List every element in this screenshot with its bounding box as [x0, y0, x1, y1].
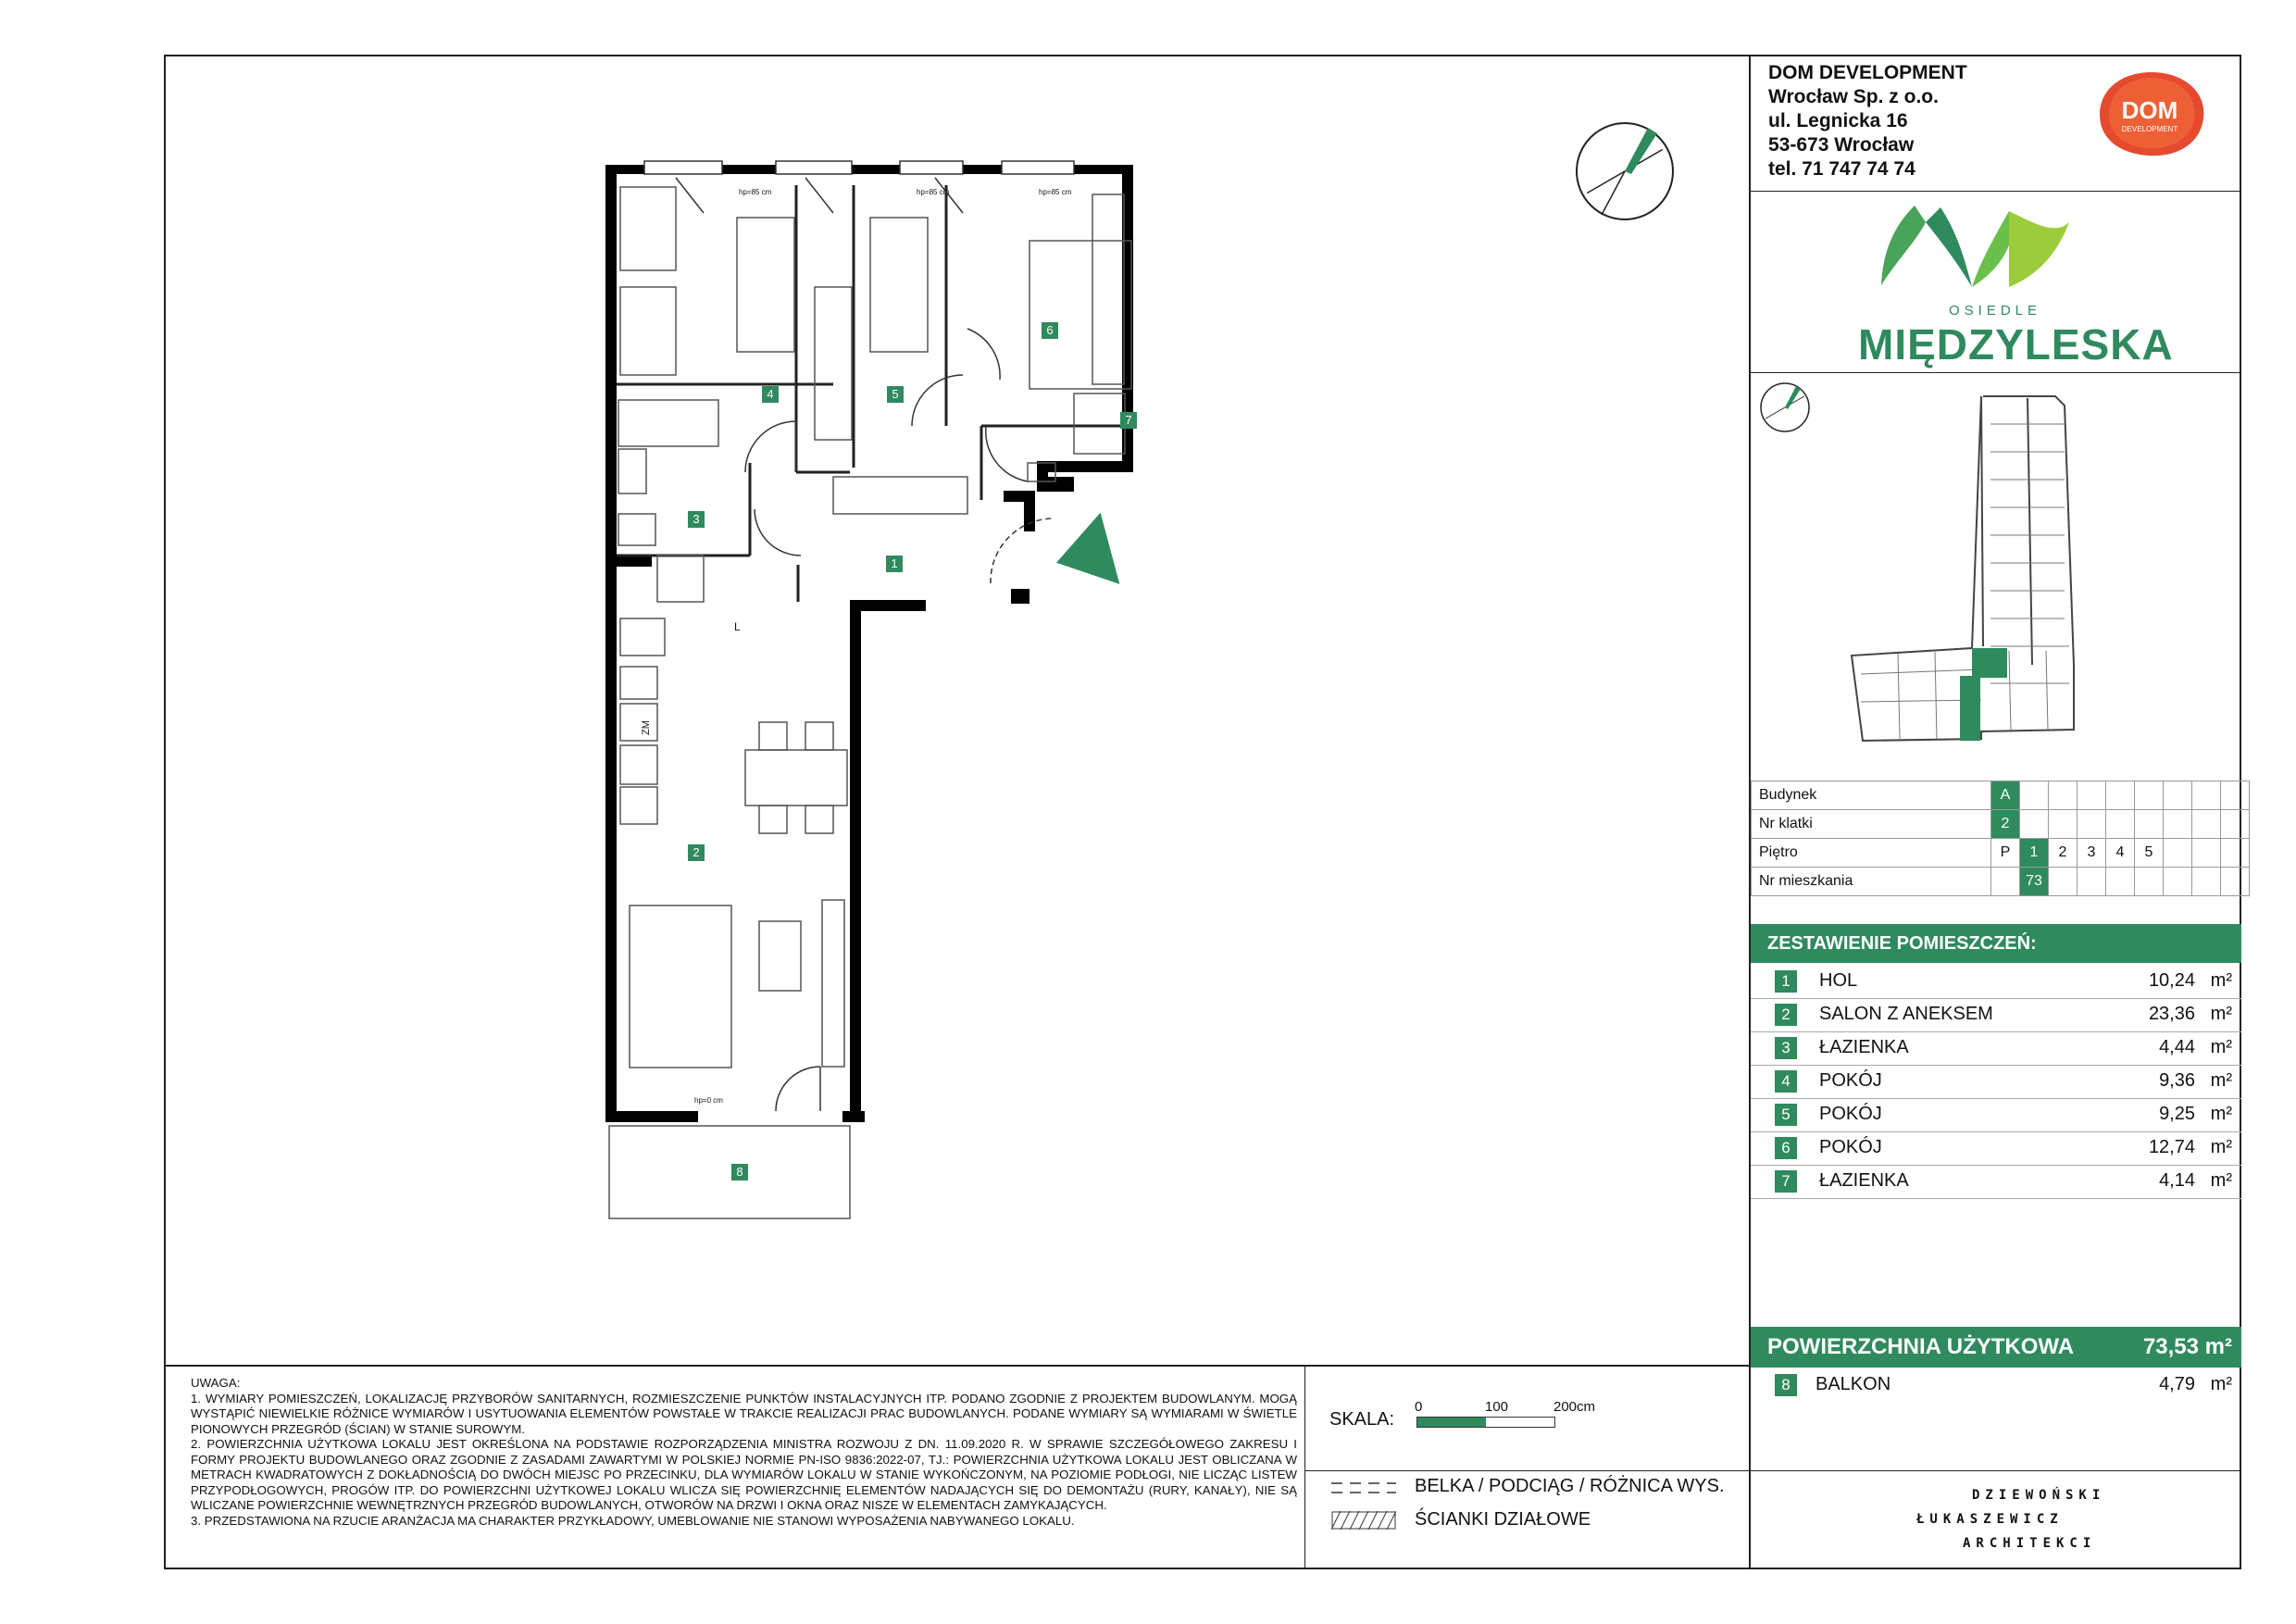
room-area: 4,44	[2159, 1037, 2195, 1057]
divider	[1304, 1365, 1305, 1569]
info-label: Nr klatki	[1752, 810, 1991, 839]
dom-development-logo	[2094, 70, 2209, 159]
info-cell	[2020, 810, 2049, 839]
note-item: 3. PRZEDSTAWIONA NA RZUCIE ARANŻACJA MA CHARAKTER PRZYKŁADOWY, UMEBLOWANIE NIE STANOWI WYPOSAŻENIA NABYWANEGO LOKALU.	[191, 1513, 1075, 1528]
room-unit: m²	[2210, 1137, 2232, 1157]
info-cell	[2135, 868, 2164, 896]
beam-legend-icon	[1331, 1481, 1396, 1493]
room-area: 4,79	[2159, 1374, 2195, 1394]
usable-area-bar	[1751, 1327, 2241, 1368]
scale-label: SKALA:	[1329, 1409, 1395, 1430]
company-line: 53-673 Wrocław	[1768, 134, 1915, 156]
info-cell: 5	[2135, 839, 2164, 868]
note-item: 1. WYMIARY POMIESZCZEŃ, LOKALIZACJĘ PRZYBORÓW SANITARNYCH, ROZMIESZCZENIE PUNKTÓW INSTALACYJNYCH ITP. PODANO ZGODNIE Z PROJEKTEM BUDOWLANYM. MOGĄ WYSTĄPIĆ NIEWIELKIE RÓŻNICE WYMIARÓW I USYTUOWANIA ELEMENTÓW POWSTAŁE W TRAKCIE REALIZACJI PRAC BUDOWLANYCH. PODANE WYMIARY SĄ WYMIARAMI W ŚWIETLE PIONOWYCH PRZEGRÓD (ŚCIAN) W STANIE SUROWYM.	[191, 1391, 1297, 1436]
room-name: ŁAZIENKA	[1819, 1037, 1909, 1057]
company-line: ul. Legnicka 16	[1768, 110, 1908, 131]
info-cell	[2221, 781, 2250, 810]
info-row-budynek	[1752, 781, 2250, 810]
window-note: hp=85 cm	[739, 188, 772, 196]
info-row-klatka	[1752, 810, 2250, 839]
info-cell	[2106, 781, 2135, 810]
scale-bar-fill	[1417, 1418, 1486, 1427]
partition-legend-icon	[1331, 1511, 1396, 1534]
architect-line: DZIEWOŃSKI	[1972, 1488, 2106, 1503]
building-key-plan	[1842, 387, 2157, 753]
estate-name: MIĘDZYLESKA	[1858, 320, 2174, 369]
info-cell	[2221, 839, 2250, 868]
north-compass-icon	[1574, 120, 1676, 227]
window-note: hp=0 cm	[694, 1096, 723, 1105]
estate-subtitle: OSIEDLE	[1949, 303, 2042, 319]
info-cell	[2049, 810, 2078, 839]
info-label: Nr mieszkania	[1752, 868, 1991, 896]
room-name: POKÓJ	[1819, 1104, 1882, 1124]
room-area: 9,36	[2159, 1070, 2195, 1091]
room-number-badge: 1	[1775, 970, 1797, 993]
scale-tick: 100	[1485, 1399, 1509, 1415]
plan-room-number: 8	[731, 1164, 748, 1181]
info-cell	[2078, 868, 2106, 896]
info-cell: 73	[2020, 868, 2049, 896]
room-number-badge: 2	[1775, 1004, 1797, 1026]
svg-text:DEVELOPMENT: DEVELOPMENT	[2121, 125, 2178, 133]
info-cell	[2164, 839, 2192, 868]
balcony-row	[1751, 1368, 2241, 1402]
company-line: tel. 71 747 74 74	[1768, 158, 1915, 180]
room-name: SALON Z ANEKSEM	[1819, 1004, 1993, 1024]
info-cell	[2049, 868, 2078, 896]
info-cell: P	[1991, 839, 2020, 868]
room-unit: m²	[2210, 1170, 2232, 1191]
plan-room-number: 4	[762, 386, 779, 403]
room-number-badge: 4	[1775, 1070, 1797, 1093]
notes-title: UWAGA:	[191, 1376, 241, 1390]
architect-line: ARCHITEKCI	[1963, 1536, 2097, 1551]
info-cell	[2049, 781, 2078, 810]
note-item: 2. POWIERZCHNIA UŻYTKOWA LOKALU JEST OKREŚLONA NA PODSTAWIE ROZPORZĄDZENIA MINISTRA ROZWOJU Z DN. 11.09.2020 R. W SPRAWIE SZCZEGÓŁOWEGO ZAKRESU I FORMY PROJEKTU BUDOWLANEGO ORAZ ZGODNIE Z ZASADAMI ZAWARTYMI W POLSKIEJ NORMIE PN-ISO 9836:2022-07, TJ.: POWIERZCHNIA UŻYTKOWA LOKALU JEST OBLICZANA W METRACH KWADRATOWYCH Z DOKŁADNOŚCIĄ DO DWÓCH MIEJSC PO PRZECINKU, DLA WYMIARÓW LOKALU W STANIE WYKOŃCZONYM, NA POZIOMIE PODŁOGI, NIE LICZĄC LISTEW PRZYPODŁOGOWYCH, PROGÓW ITP. DO POWIERZCHNI UŻYTKOWEJ LOKALU WLICZA SIĘ POWIERZCHNIĘ ELEMENTÓW NADAJĄCYCH SIĘ DO DEMONTAŻU (RURY, KANAŁY), NIE SĄ WLICZANE POWIERZCHNIE WEWNĘTRZNYCH PRZEGRÓD BUDOWLANYCH, OTWORÓW NA DRZWI I OKNA ORAZ NISZE W ELEMENTACH ZAMYKAJĄCYCH.	[191, 1437, 1297, 1512]
room-row	[1751, 1065, 2241, 1099]
info-cell	[2164, 810, 2192, 839]
estate-logo-graphic	[1870, 194, 2083, 301]
info-cell	[1991, 868, 2020, 896]
room-unit: m²	[2210, 1104, 2232, 1124]
kitchen-label: ZM	[640, 720, 652, 735]
room-area: 4,14	[2159, 1170, 2195, 1191]
info-cell	[2221, 868, 2250, 896]
room-number-badge: 3	[1775, 1037, 1797, 1059]
info-cell	[2106, 868, 2135, 896]
notes-block	[191, 1376, 1297, 1529]
room-row	[1751, 1098, 2241, 1132]
room-unit: m²	[2210, 1004, 2232, 1024]
info-cell	[2164, 781, 2192, 810]
room-name: POKÓJ	[1819, 1070, 1882, 1091]
room-name: HOL	[1819, 970, 1858, 991]
info-cell	[2192, 810, 2221, 839]
apartment-info-table	[1751, 781, 2250, 896]
company-line: DOM DEVELOPMENT	[1768, 62, 1967, 83]
info-row-pietro	[1752, 839, 2250, 868]
beam-legend-label: BELKA / PODCIĄG / RÓŻNICA WYS.	[1415, 1476, 1725, 1496]
usable-area-value: 73,53 m²	[2142, 1334, 2232, 1359]
info-cell: 1	[2020, 839, 2049, 868]
info-cell	[2192, 781, 2221, 810]
mini-compass-icon	[1759, 381, 1811, 438]
plan-room-number: 2	[688, 844, 705, 861]
room-number-badge: 7	[1775, 1170, 1797, 1193]
info-cell	[2106, 810, 2135, 839]
info-label: Piętro	[1752, 839, 1991, 868]
info-cell	[2221, 810, 2250, 839]
room-row	[1751, 965, 2241, 999]
divider	[1304, 1470, 2241, 1471]
company-info	[1768, 61, 1967, 181]
divider	[1749, 1470, 1751, 1569]
svg-text:DOM: DOM	[2121, 96, 2178, 124]
info-cell: 2	[1991, 810, 2020, 839]
room-row	[1751, 1131, 2241, 1166]
room-row	[1751, 998, 2241, 1032]
room-area: 12,74	[2148, 1137, 2195, 1157]
info-label: Budynek	[1752, 781, 1991, 810]
plan-room-number: 5	[887, 386, 904, 403]
info-cell	[2078, 781, 2106, 810]
room-number-badge: 6	[1775, 1137, 1797, 1159]
scale-tick: 200cm	[1554, 1399, 1596, 1415]
info-cell	[2135, 810, 2164, 839]
room-number-badge: 8	[1775, 1374, 1797, 1396]
info-cell: 4	[2106, 839, 2135, 868]
window-note: hp=85 cm	[1039, 188, 1072, 196]
room-row	[1751, 1031, 2241, 1066]
info-cell	[2164, 868, 2192, 896]
plan-room-number: 3	[688, 511, 705, 528]
room-unit: m²	[2210, 970, 2232, 991]
info-cell	[2192, 868, 2221, 896]
plan-room-number: 6	[1042, 322, 1058, 339]
room-area: 23,36	[2148, 1004, 2195, 1024]
scale-bar	[1416, 1417, 1555, 1428]
window-note: hp=85 cm	[917, 188, 950, 196]
info-cell	[2135, 781, 2164, 810]
room-number-badge: 5	[1775, 1104, 1797, 1126]
info-cell	[2192, 839, 2221, 868]
divider	[1749, 372, 2241, 373]
plan-room-number: 7	[1120, 412, 1137, 429]
room-unit: m²	[2210, 1070, 2232, 1091]
kitchen-label: L	[734, 620, 741, 633]
room-unit: m²	[2210, 1037, 2232, 1057]
info-cell	[2078, 810, 2106, 839]
info-cell: 2	[2049, 839, 2078, 868]
plan-room-number: 1	[886, 556, 903, 572]
info-row-mieszkanie	[1752, 868, 2250, 896]
room-area: 9,25	[2159, 1104, 2195, 1124]
room-unit: m²	[2210, 1374, 2232, 1394]
room-name: BALKON	[1816, 1374, 1891, 1394]
floor-plan	[593, 148, 1315, 1245]
partition-legend-label: ŚCIANKI DZIAŁOWE	[1415, 1509, 1591, 1530]
info-cell: A	[1991, 781, 2020, 810]
usable-area-label: POWIERZCHNIA UŻYTKOWA	[1767, 1334, 2075, 1359]
company-line: Wrocław Sp. z o.o.	[1768, 86, 1939, 107]
architect-line: ŁUKASZEWICZ	[1916, 1512, 2064, 1527]
room-name: ŁAZIENKA	[1819, 1170, 1909, 1191]
room-row	[1751, 1165, 2241, 1199]
scale-tick: 0	[1415, 1399, 1423, 1415]
room-area: 10,24	[2148, 970, 2195, 991]
room-name: POKÓJ	[1819, 1137, 1882, 1157]
info-cell: 3	[2078, 839, 2106, 868]
architect-logo	[1916, 1483, 2105, 1555]
rooms-summary-header: ZESTAWIENIE POMIESZCZEŃ:	[1751, 924, 2241, 963]
info-cell	[2020, 781, 2049, 810]
divider	[1749, 191, 2241, 192]
